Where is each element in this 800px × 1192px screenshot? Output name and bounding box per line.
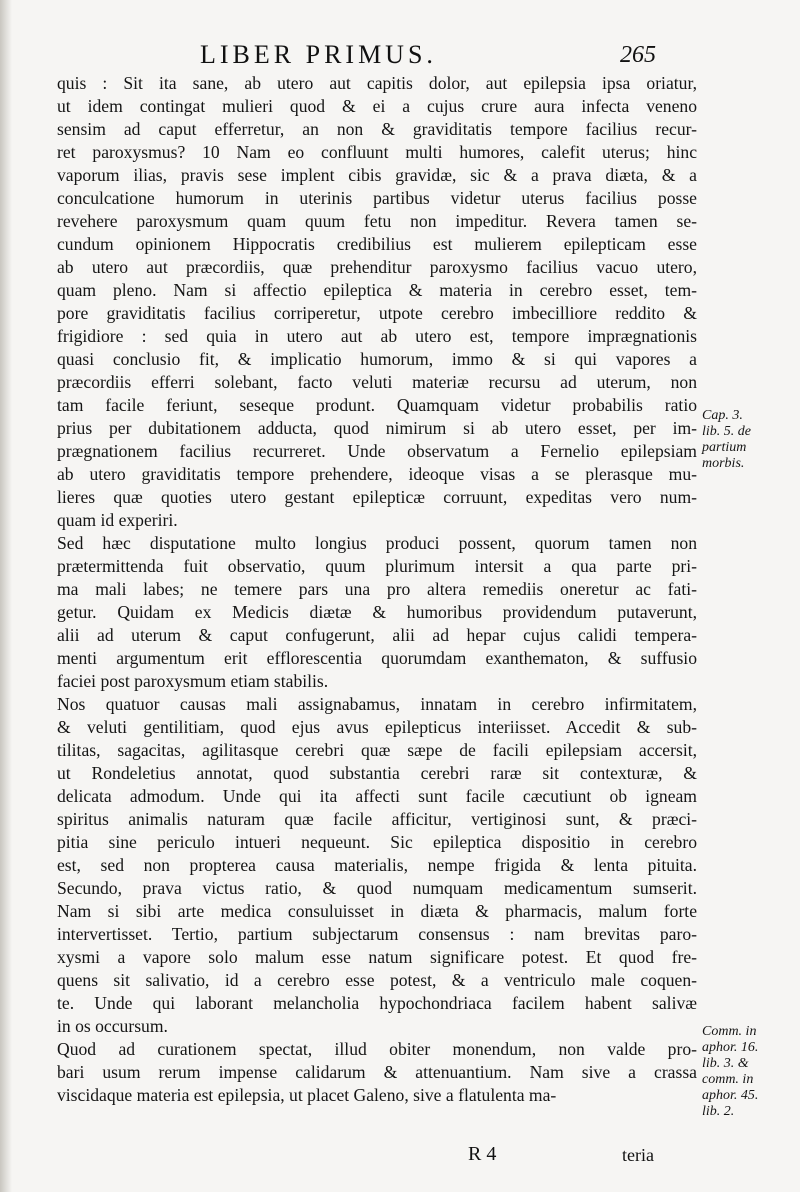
margin-note-line: partium (702, 440, 747, 455)
text-line: pitia sine periculo intueri nequeunt. Sic epileptica dispositio in cerebro (57, 832, 697, 852)
paragraph (57, 72, 697, 532)
text-line: xysmi a vapore solo malum esse natum significare potest. Et quod fre- (57, 947, 697, 967)
text-line: est, sed non propterea causa materialis, nempe frigida & lenta pituita. (57, 855, 697, 875)
text-line: spiritus animalis naturam quæ facile afficitur, vertiginosi sunt, & præci- (57, 809, 697, 829)
running-head (0, 40, 800, 74)
margin-note-line: Cap. 3. (702, 408, 743, 423)
text-line: prægnationem facilius recurreret. Unde observatum a Fernelio epilepsiam (57, 441, 697, 461)
text-line: quasi conclusio fit, & implicatio humorum, immo & si qui vapores a (57, 349, 697, 369)
text-line: alii ad uterum & caput confugerunt, alii ad hepar cujus calidi tempera- (57, 625, 697, 645)
text-line: lieres quæ quoties utero gestant epilepticæ corruunt, expeditas vero num- (57, 487, 697, 507)
text-line: vaporum ilias, pravis sese implent cibis gravidæ, sic & a prava diæta, & a (57, 165, 697, 185)
text-line: faciei post paroxysmum etiam stabilis. (57, 671, 329, 691)
margin-note-line: comm. in (702, 1072, 754, 1087)
page-number: 265 (620, 42, 656, 68)
text-line: præcordiis efferri solebant, facto veluti materiæ recursu ad uterum, non (57, 372, 697, 392)
text-line: getur. Quidam ex Medicis diætæ & humoribus providendum putaverunt, (57, 602, 697, 622)
text-line: Nam si sibi arte medica consuluisset in diæta & pharmacis, malum forte (57, 901, 697, 921)
text-line: ret paroxysmus? 10 Nam eo confluunt multi humores, calefit uterus; hinc (57, 142, 697, 162)
text-line: Quod ad curationem spectat, illud obiter monendum, non valde pro- (57, 1039, 697, 1059)
text-line: quens sit salivatio, id a cerebro esse potest, & a ventriculo male coquen- (57, 970, 697, 990)
text-line: menti argumentum erit efflorescentia quorumdam exanthematon, & suffusio (57, 648, 697, 668)
catchword: teria (622, 1145, 654, 1165)
paragraph (57, 693, 697, 1038)
text-line: ab utero graviditatis tempore prehendere, ideoque visas a se plerasque mu- (57, 464, 697, 484)
text-line: bari usum rerum impense calidarum & attenuantium. Nam sive a crassa (57, 1062, 697, 1082)
margin-note-line: lib. 2. (702, 1104, 735, 1119)
running-head-title: LIBER PRIMUS. (200, 40, 437, 69)
signature-mark: R 4 (468, 1143, 497, 1165)
text-line: sensim ad caput efferretur, an non & graviditatis tempore facilius recur- (57, 119, 697, 139)
margin-note-line: aphor. 16. (702, 1040, 759, 1055)
text-line: Secundo, prava victus ratio, & quod numquam medicamentum sumserit. (57, 878, 697, 898)
text-line: tam facile feriunt, seseque produnt. Quamquam videtur probabilis ratio (57, 395, 697, 415)
text-line: Sed hæc disputatione multo longius produci possent, quorum tamen non (57, 533, 697, 553)
text-line: delicata admodum. Unde qui ita affecti sunt facile cæcutiunt ob igneam (57, 786, 697, 806)
text-line: conculcatione humorum in uterinis partibus videtur uterus facilius posse (57, 188, 697, 208)
text-line: viscidaque materia est epilepsia, ut placet Galeno, sive a flatulenta ma- (57, 1085, 557, 1105)
text-line: & veluti gentilitiam, quod ejus avus epilepticus interiisset. Accedit & sub- (57, 717, 697, 737)
text-line: ut Rondeletius annotat, quod substantia cerebri raræ sit contexturæ, & (57, 763, 697, 783)
margin-note-line: morbis. (702, 456, 745, 471)
text-line: tilitas, sagacitas, agilitasque cerebri quæ sæpe de facili epilepsiam accersit, (57, 740, 697, 760)
page-gutter-shadow (0, 0, 12, 1192)
text-line: quam pleno. Nam si affectio epileptica & materia in cerebro esset, tem- (57, 280, 697, 300)
text-line: prius per dubitationem adducta, quod nimirum si ab utero esset, per im- (57, 418, 697, 438)
text-line: ut idem contingat mulieri quod & ei a cujus crure aura infecta veneno (57, 96, 697, 116)
text-line: prætermittenda fuit observatio, quum plurimum intersit a qua parte pri- (57, 556, 697, 576)
text-line: cundum opinionem Hippocratis credibilius est mulierem epilepticam esse (57, 234, 697, 254)
text-line: ma mali labes; ne temere pars una pro altera remediis oneretur ac fati- (57, 579, 697, 599)
paragraph (57, 532, 697, 693)
text-line: quam id experiri. (57, 510, 178, 530)
margin-note-line: Comm. in (702, 1024, 757, 1039)
text-line: in os occursum. (57, 1016, 168, 1036)
margin-note-line: lib. 3. & (702, 1056, 749, 1071)
margin-note-2 (702, 1024, 794, 1120)
text-line: Nos quatuor causas mali assignabamus, innatam in cerebro infirmitatem, (57, 694, 697, 714)
margin-note-1 (702, 408, 794, 472)
text-line: frigidiore : sed quia in utero aut ab utero est, tempore imprægnationis (57, 326, 697, 346)
text-line: ab utero aut præcordiis, quæ prehenditur paroxysmo facilius vacuo utero, (57, 257, 697, 277)
body-text (57, 72, 697, 1107)
text-line: pore graviditatis facilius corriperetur, utpote cerebro imbecilliore reddito & (57, 303, 697, 323)
margin-note-line: aphor. 45. (702, 1088, 759, 1103)
signature-line (0, 1143, 800, 1173)
margin-note-line: lib. 5. de (702, 424, 751, 439)
text-line: intervertisset. Tertio, partium subjectarum consensus : nam brevitas paro- (57, 924, 697, 944)
text-line: revehere paroxysmum quam quum fetu non impeditur. Revera tamen se- (57, 211, 697, 231)
paragraph (57, 1038, 697, 1107)
text-line: te. Unde qui laborant melancholia hypochondriaca facilem habent salivæ (57, 993, 697, 1013)
text-line: quis : Sit ita sane, ab utero aut capitis dolor, aut epilepsia ipsa oriatur, (57, 73, 697, 93)
